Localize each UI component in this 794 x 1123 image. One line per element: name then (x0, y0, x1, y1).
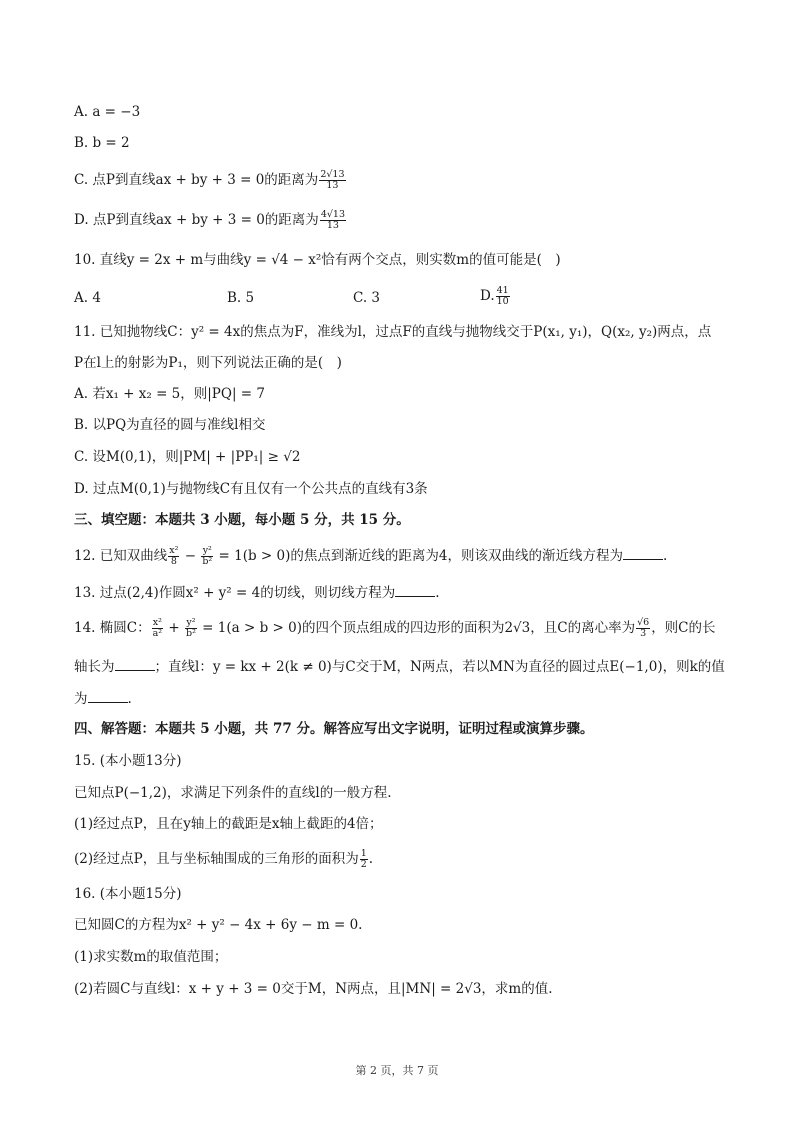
q10-option-c: C. 3 (353, 290, 381, 306)
answer-blank[interactable] (115, 656, 155, 671)
section-4-heading: 四、解答题：本题共 5 小题，共 77 分。解答应写出文字说明，证明过程或演算步骤。 (74, 721, 594, 737)
q16-part2: (2)若圆C与直线l：x + y + 3 = 0交于M，N两点，且|MN| = 2√3，求m的值. (74, 981, 553, 997)
q11-option-d: D. 过点M(0,1)与抛物线C有且仅有一个公共点的直线有3条 (74, 481, 428, 497)
q10-option-b: B. 5 (227, 290, 255, 306)
fraction: $\frac{\text{x²}}{8}$ (169, 545, 179, 567)
q15-part2: (2)经过点P，且与坐标轴围成的三角形的面积为 $\frac{1}{2}$ . (74, 848, 374, 870)
answer-blank[interactable] (88, 688, 128, 703)
fraction: $\frac{\text{y²}}{\text{b²}}$ (185, 617, 196, 639)
q14-line3: 为 . (74, 688, 754, 709)
q16-title: 16. (本小题15分) (74, 886, 182, 902)
fraction: $\frac{\text{x²}}{\text{a²}}$ (152, 617, 163, 639)
q9-option-c: C. 点P到直线ax + by + 3 = 0的距离为 $\frac{2√13}{13}$ (74, 169, 345, 191)
q15-stem: 已知点P(−1,2)，求满足下列条件的直线l的一般方程. (74, 785, 392, 801)
q14-line1: 14. 椭圆C： $\frac{\text{x²}}{\text{a²}}$ + $\frac{\text{y²}}{\text{b²}}$ = 1(a > b > 0)的四个顶点组成的四边形的面积为2√3，且C的离心率为 $\frac{√6}{3}$ ，则C的长 (74, 617, 716, 639)
q11-stem-line2: P在l上的射影为P₁，则下列说法正确的是( ) (74, 355, 342, 371)
fraction: $\frac{2√13}{13}$ (320, 169, 345, 191)
answer-blank[interactable] (623, 545, 663, 560)
fraction: $\frac{√6}{3}$ (637, 617, 650, 639)
q9-option-d: D. 点P到直线ax + by + 3 = 0的距离为 $\frac{4√13}{13}$ (74, 209, 345, 231)
q9-option-a: A. a = −3 (74, 104, 141, 120)
q11-option-a: A. 若x₁ + x₂ = 5，则|PQ| = 7 (74, 386, 265, 402)
q13: 13. 过点(2,4)作圆x² + y² = 4的切线，则切线方程为 . (74, 582, 754, 603)
q9-option-b: B. b = 2 (74, 135, 130, 151)
q10-option-d: D. $\frac{41}{10}$ (480, 285, 509, 307)
q11-option-c: C. 设M(0,1)，则|PM| + |PP₁| ≥ √2 (74, 449, 301, 465)
q15-part1: (1)经过点P，且在y轴上的截距是x轴上截距的4倍； (74, 816, 383, 832)
q16-stem: 已知圆C的方程为x² + y² − 4x + 6y − m = 0. (74, 917, 363, 933)
q10-stem: 10. 直线y = 2x + m与曲线y = √4 − x²恰有两个交点，则实数m的值可能是( ) (74, 252, 561, 268)
fraction: $\frac{\text{y²}}{\text{b²}}$ (202, 545, 213, 567)
q14-line2: 轴长为 ；直线l：y = kx + 2(k ≠ 0)与C交于M，N两点，若以MN为直径的圆过点E(−1,0)，则k的值 (74, 656, 754, 677)
q10-option-a: A. 4 (74, 290, 101, 306)
fraction: $\frac{41}{10}$ (496, 285, 509, 307)
q11-stem-line1: 11. 已知抛物线C：y² = 4x的焦点为F，准线为l，过点F的直线与抛物线交于P(x₁, y₁)，Q(x₂, y₂)两点，点 (74, 324, 712, 340)
q12: 12. 已知双曲线 $\frac{\text{x²}}{8}$ − $\frac{\text{y²}}{\text{b²}}$ = 1(b > 0)的焦点到渐近线的距离为4，则该双曲线的渐近线方程为 . (74, 545, 668, 567)
page-footer: 第 2 页，共 7 页 (355, 1064, 439, 1077)
q15-title: 15. (本小题13分) (74, 753, 182, 769)
q11-option-b: B. 以PQ为直径的圆与准线l相交 (74, 417, 266, 433)
section-3-heading: 三、填空题：本题共 3 小题，每小题 5 分，共 15 分。 (74, 512, 410, 528)
fraction: $\frac{4√13}{13}$ (320, 209, 345, 231)
fraction: $\frac{1}{2}$ (360, 848, 367, 870)
answer-blank[interactable] (395, 582, 435, 597)
q16-part1: (1)求实数m的取值范围； (74, 949, 228, 965)
